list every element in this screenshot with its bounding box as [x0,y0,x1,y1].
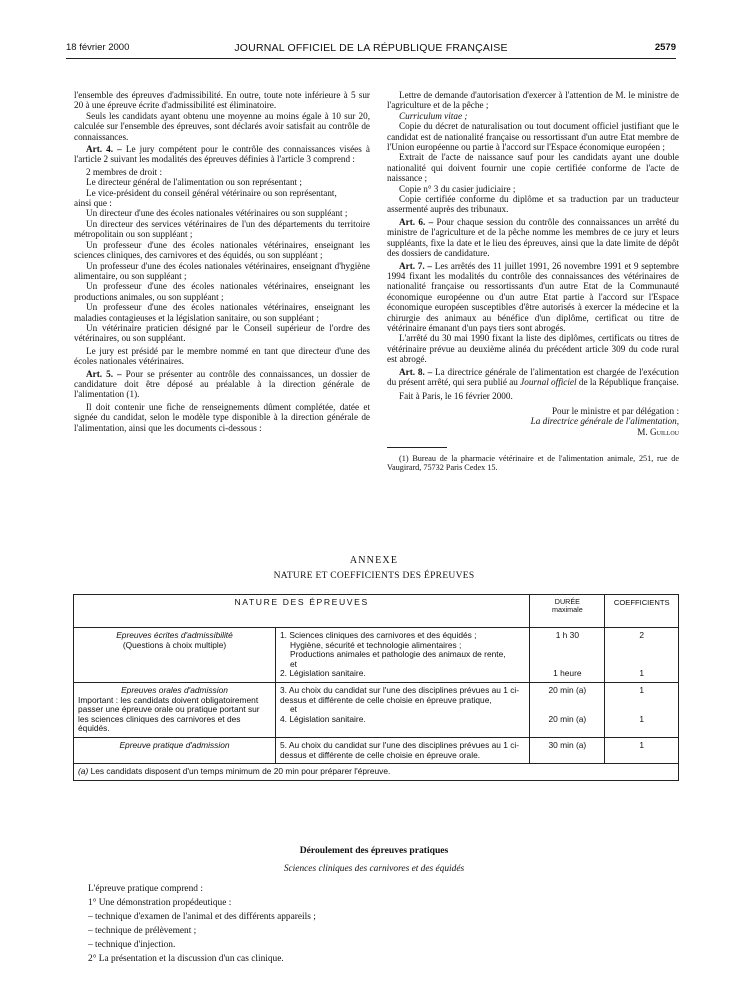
list-item: – technique d'injection. [88,940,176,950]
category-cell: Epreuve pratique d'admission [74,737,276,763]
article-label: Art. 4. – [86,144,122,155]
page-header [66,42,676,58]
table-note-row [74,764,679,781]
header-date: 18 février 2000 [66,42,130,53]
coefficient-cell: 1 1 [605,682,679,737]
article-text: Pour chaque session du contrôle des connaissances un arrêté du ministre de l'agriculture et de la pêche nomme les membres de ce jury et leurs suppléants, fixe la date et le lieu des épreuves, ainsi que la date limite de dépôt des dossiers de candidature. [387,216,679,259]
paragraph: 2 membres de droit : [86,166,163,177]
table-note: (a) Les candidats disposent d'un temps minimum de 20 min pour préparer l'épreuve. [74,764,679,781]
paragraph: Un professeur d'une des écoles nationales vétérinaires, enseignant les maladies contagieuses et la législation sanitaire, ou son suppléant ; [74,302,370,323]
signature-name: M. Guillou [637,426,679,437]
article-label: Art. 8. – [399,366,433,377]
table-header-row [74,595,679,628]
paragraph: Un professeur d'une des écoles nationales vétérinaires, enseignant d'hygiène alimentaire, ou son suppléant ; [74,260,370,281]
article-text: Pour se présenter au contrôle des connaissances, un dossier de candidature doit être déposé au préalable à la direction générale de l'alimentation (1). [74,368,370,400]
paragraph: Extrait de l'acte de naissance sauf pour les candidats ayant une double nationalité qui doivent fournir une copie certifiée conforme de l'acte de naissance ; [387,152,679,184]
table-row [74,682,679,737]
coefficient-cell: 1 [605,737,679,763]
table-row [74,737,679,763]
header-duree: DURÉE maximale [530,595,605,628]
paragraph: ainsi que : [74,198,112,209]
paragraph: Il doit contenir une fiche de renseignements dûment complétée, datée et signée du candidat, selon le modèle type disponible à la direction générale de l'alimentation, ainsi que les documents ci-dessous : [74,401,370,433]
article-text: de la République française. [576,376,679,387]
header-nature: NATURE DES ÉPREUVES [74,595,530,628]
article-label: Art. 5. – [86,368,122,379]
signature-date: Fait à Paris, le 16 février 2000. [399,391,513,402]
annexe-title: ANNEXE [349,555,399,566]
footnote-rule [387,447,447,448]
list-item: 2° La présentation et la discussion d'un cas clinique. [88,954,284,964]
signature-line [387,416,679,426]
paragraph: Le vice-président du conseil général vétérinaire ou son représentant, [86,187,337,198]
paragraph: Un vétérinaire praticien désigné par le Conseil supérieur de l'ordre des vétérinaires, ou son suppléant. [74,322,370,344]
article-5 [74,369,370,400]
article-6 [387,217,679,259]
header-coefficients: COEFFICIENTS [605,595,679,628]
italic-text: Curriculum vitae ; [399,110,468,121]
signature-line: Pour le ministre et par délégation : [551,405,679,416]
paragraph: L'arrêté du 30 mai 1990 fixant la liste des diplômes, certificats ou titres de vétérinaire prévue au deuxième alinéa du précédent article 309 du code rural est abrogé. [387,333,679,365]
section-subtitle: Sciences cliniques des carnivores et des équidés [283,864,465,874]
paragraph: Un directeur des services vétérinaires de l'un des départements du territoire métropolitain ou son suppléant ; [74,218,370,240]
signature-block [387,406,679,437]
paragraph [387,111,679,121]
duration-cell: 30 min (a) [530,737,605,763]
paragraph: Copie du décret de naturalisation ou tout document officiel justifiant que le candidat est de nationalité française ou ressortissant d'un autre Etat membre de l'Union européenne ou partie à l'accord sur l'Espace économique européen ; [387,121,679,153]
article-label: Art. 7. – [399,260,433,271]
paragraph: Le jury est présidé par le membre nommé en tant que directeur d'une des écoles nationales vétérinaires. [74,345,370,367]
right-column [387,90,679,473]
page-number: 2579 [654,42,676,53]
article-4 [74,144,370,165]
paragraph: Le directeur général de l'alimentation ou son représentant ; [86,177,302,188]
paragraph: Lettre de demande d'autorisation d'exercer à l'attention de M. le ministre de l'agriculture et de la pêche ; [387,90,679,111]
article-7 [387,261,679,334]
list-item: 1° Une démonstration propédeutique : [88,898,232,908]
journal-reference: Journal officiel [520,376,577,387]
paragraph: Un professeur d'une des écoles nationales vétérinaires, enseignant les sciences cliniques, des carnivores et des équidés, ou son suppléant ; [74,239,370,261]
article-text: Le jury compétent pour le contrôle des connaissances visées à l'article 2 suivant les modalités des épreuves définies à l'article 3 comprend : [74,144,370,165]
paragraph: Copie certifiée conforme du diplôme et sa traduction par un traducteur assermenté auprès des tribunaux. [387,194,679,215]
discipline-cell: 3. Au choix du candidat sur l'une des disciplines prévues au 1 ci-dessus et différente de celle choisie en épreuve pratique, et 4. Législation sanitaire. [276,682,530,737]
category-cell: Epreuves écrites d'admissibilité (Questions à choix multiple) [74,628,276,683]
article-8 [387,367,679,388]
paragraph: Seuls les candidats ayant obtenu une moyenne au moins égale à 10 sur 20, calculée sur l'ensemble des épreuves, sont déclarés avoir satisfait au contrôle de connaissances. [74,110,370,142]
paragraph: Copie n° 3 du casier judiciaire ; [399,183,516,194]
annexe-table [73,594,679,781]
list-item: L'épreuve pratique comprend : [88,884,203,894]
article-text: Les arrêtés des 11 juillet 1991, 26 novembre 1991 et 9 septembre 1994 fixant les modalités du contrôle des connaissances des vétérinaires de nationalité française ou ressortissants d'un autre Etat de la Communauté économique européenne ou d'un autre Etat partie à l'accord sur l'Espace économique européen susceptibles d'être autorisés à exercer la médecine et la chirurgie des animaux au bénéfice d'un diplôme, certificat ou titre de vétérinaire émanant d'un pays tiers sont abrogés. [387,260,679,333]
duration-cell: 20 min (a) 20 min (a) [530,682,605,737]
signature-title: La directrice générale de l'alimentation, [530,416,679,427]
practical-list [88,882,668,966]
category-cell: Epreuves orales d'admission Important : les candidats doivent obligatoirement passer une épreuve orale ou pratique portant sur les sciences cliniques des carnivores et des équidés. [74,682,276,737]
list-item: – technique d'examen de l'animal et des différents appareils ; [88,912,316,922]
paragraph: l'ensemble des épreuves d'admissibilité. En outre, toute note inférieure à 5 sur 20 à une épreuve écrite d'admissibilité est éliminatoire. [74,90,370,111]
discipline-cell: 1. Sciences cliniques des carnivores et des équidés ; Hygiène, sécurité et technologie alimentaires ; Productions animales et pathologie des animaux de rente, et 2. Législation sanitaire. [276,628,530,683]
article-text: La directrice générale de l'alimentation est chargée de l'exécution du présent arrêté, qui sera publié au [387,366,679,387]
coefficient-cell: 2 1 [605,628,679,683]
list-item: – technique de prélèvement ; [88,926,197,936]
article-label: Art. 6. – [399,216,434,227]
section-title: Déroulement des épreuves pratiques [299,845,449,856]
discipline-cell: 5. Au choix du candidat sur l'une des disciplines prévues au 1 ci-dessus et différente de celle choisie en épreuve orale. [276,737,530,763]
journal-title: JOURNAL OFFICIEL DE LA RÉPUBLIQUE FRANÇAISE [234,42,508,54]
annexe-subtitle: NATURE ET COEFFICIENTS DES ÉPREUVES [273,571,475,581]
footnote: (1) Bureau de la pharmacie vétérinaire et de l'alimentation animale, 251, rue de Vaugirard, 75732 Paris Cedex 15. [387,454,679,473]
paragraph: Un directeur d'une des écoles nationales vétérinaires ou son suppléant ; [86,208,348,219]
left-column [74,90,370,433]
paragraph: Un professeur d'une des écoles nationales vétérinaires, enseignant les productions animales, ou son suppléant ; [74,281,370,302]
header-rule [66,58,676,59]
duration-cell: 1 h 30 1 heure [530,628,605,683]
table-row [74,628,679,683]
